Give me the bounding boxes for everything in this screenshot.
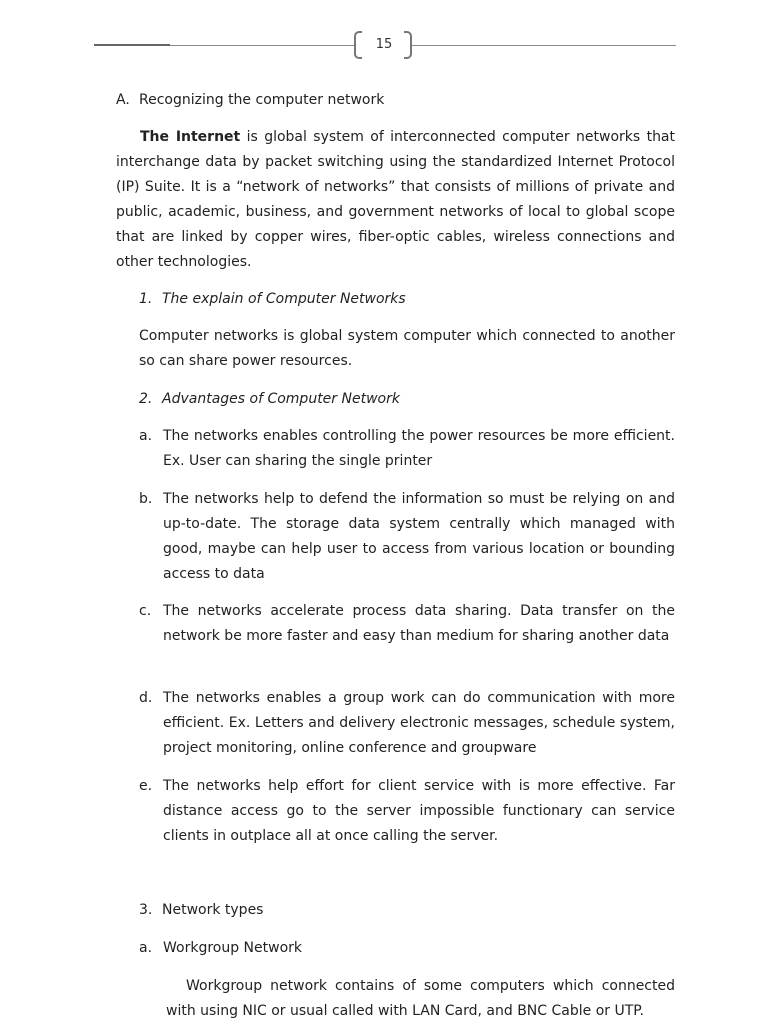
list-item-label: d. bbox=[139, 690, 153, 706]
list-item-text: The networks enables a group work can do communication with more efficient. Ex. Letters and delivery electronic messages, schedule system, project monitoring, online conference and groupware bbox=[163, 690, 675, 756]
subheading-3-title: Network types bbox=[162, 902, 264, 918]
subheading-2 bbox=[139, 387, 675, 412]
section-a-heading bbox=[116, 88, 676, 113]
workgroup-heading bbox=[139, 936, 675, 961]
subheading-1 bbox=[139, 287, 675, 312]
list-item-text: The networks enables controlling the power resources be more efficient. Ex. User can sharing the single printer bbox=[163, 428, 675, 469]
subheading-3 bbox=[139, 898, 675, 923]
list-item-label: e. bbox=[139, 778, 153, 794]
intro-paragraph bbox=[116, 125, 675, 275]
intro-bold-term: The Internet bbox=[140, 129, 241, 145]
list-item-label: b. bbox=[139, 491, 153, 507]
list-item-label: a. bbox=[139, 428, 153, 444]
page-number-bracket-left bbox=[354, 31, 362, 59]
subheading-1-title: The explain of Computer Networks bbox=[162, 291, 406, 307]
page-number: 15 bbox=[375, 37, 393, 52]
subheading-1-number: 1. bbox=[139, 291, 153, 307]
list-item-text: The networks help effort for client service with is more effective. Far distance access go to the server impossible functionary can service clients in outplace all at once calling the server. bbox=[163, 778, 675, 844]
workgroup-title: Workgroup Network bbox=[163, 940, 303, 956]
header-rule-right bbox=[412, 45, 676, 46]
subheading-1-body: Computer networks is global system computer which connected to another so can share power resources. bbox=[139, 328, 675, 369]
page-number-bracket-right bbox=[404, 31, 412, 59]
workgroup-label: a. bbox=[139, 940, 153, 956]
header-rule-accent bbox=[94, 44, 170, 46]
workgroup-body: Workgroup network contains of some computers which connected with using NIC or usual called with LAN Card, and BNC Cable or UTP. bbox=[166, 978, 675, 1019]
list-item-label: c. bbox=[139, 603, 152, 619]
subheading-3-number: 3. bbox=[139, 902, 153, 918]
list-item-text: The networks help to defend the information so must be relying on and up-to-date. The storage data system centrally which managed with good, maybe can help user to access from various location or bounding access to data bbox=[163, 491, 675, 582]
subheading-2-title: Advantages of Computer Network bbox=[162, 391, 400, 407]
subheading-2-number: 2. bbox=[139, 391, 153, 407]
section-a-label: A. bbox=[116, 92, 130, 108]
list-item-text: The networks accelerate process data sharing. Data transfer on the network be more faster and easy than medium for sharing another data bbox=[163, 603, 675, 644]
section-a-title: Recognizing the computer network bbox=[139, 92, 385, 108]
intro-text: is global system of interconnected computer networks that interchange data by packet switching using the standardized Internet Protocol (IP) Suite. It is a “network of networks” that consists of millions of private and public, academic, business, and government networks of local to global scope that are linked by copper wires, fiber-optic cables, wireless connections and other technologies. bbox=[116, 129, 676, 270]
